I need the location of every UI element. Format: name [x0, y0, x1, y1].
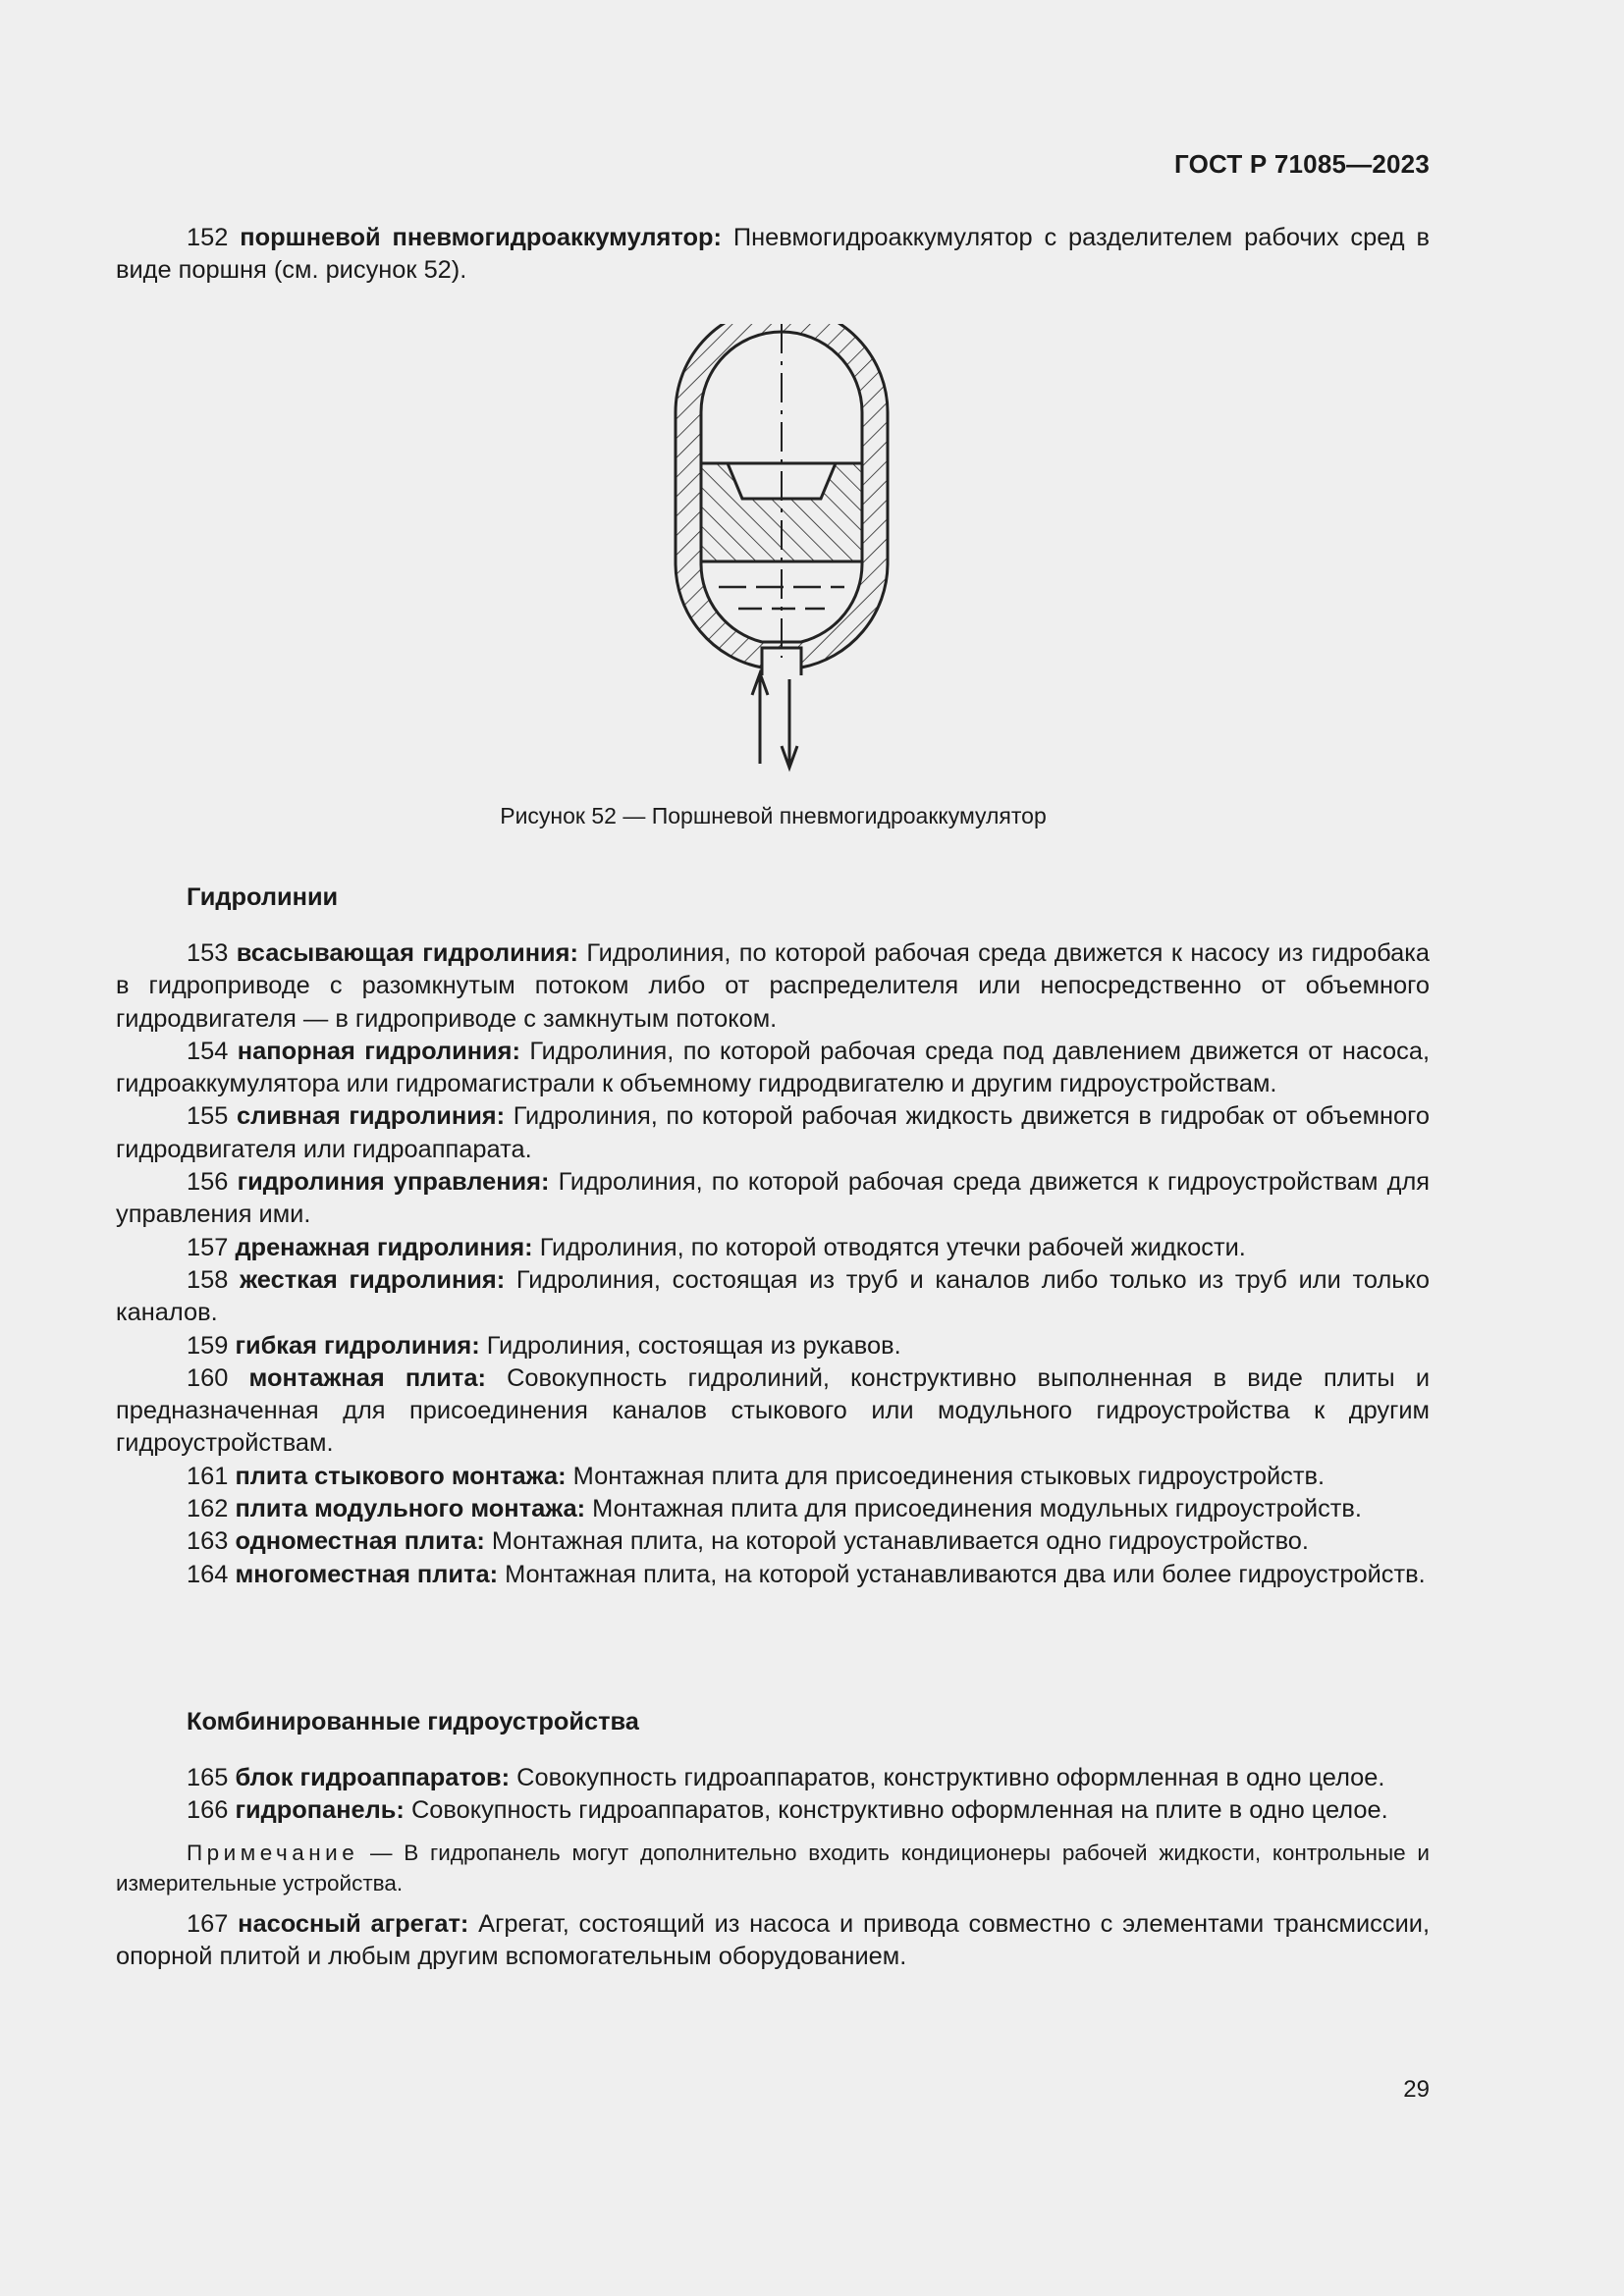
entry-definition: Агрегат, состоящий из насоса и привода совместно с элементами трансмиссии, опорной плитой и любым другим вспомогательным оборудованием.: [116, 1909, 1430, 1970]
term-entry-160: [116, 1362, 1430, 1461]
term-entry-164: [116, 1559, 1430, 1591]
figure-piston-accumulator: [674, 324, 890, 780]
entry-number: 165: [187, 1764, 229, 1791]
entry-term: плита модульного монтажа:: [235, 1495, 586, 1523]
entry-definition: Монтажная плита для присоединения модульных гидроустройств.: [592, 1495, 1362, 1523]
term-entry-167: [116, 1908, 1430, 1974]
note-block: [116, 1838, 1430, 1898]
entry-term: одноместная плита:: [235, 1527, 485, 1556]
section-entries: [116, 1908, 1430, 1974]
entry-number: 162: [187, 1495, 229, 1523]
section-hydrolines: [116, 883, 1430, 1591]
section-combined-devices: [116, 1708, 1430, 1973]
entry-term: плита стыкового монтажа:: [235, 1462, 567, 1490]
entry-term: поршневой пневмогидроаккумулятор:: [240, 224, 722, 251]
entry-definition: Гидролиния, состоящая из труб и каналов либо только из труб или только каналов.: [116, 1265, 1430, 1327]
entry-number: 163: [187, 1527, 229, 1556]
entry-definition: Гидролиния, по которой рабочая среда движется к гидроустройствам для управления ими.: [116, 1168, 1431, 1229]
term-entry-154: [116, 1036, 1430, 1101]
term-entry-163: [116, 1525, 1430, 1558]
entry-definition: Гидролиния, по которой рабочая жидкость движется в гидробак от объемного гидродвигателя или гидроаппарата.: [116, 1102, 1430, 1163]
entry-definition: Монтажная плита для присоединения стыковых гидроустройств.: [572, 1462, 1326, 1490]
piston-accumulator-diagram: [674, 324, 890, 775]
entry-definition: Совокупность гидроаппаратов, конструктивно оформленная в одно целое.: [516, 1764, 1385, 1791]
document-header: ГОСТ Р 71085—2023: [1174, 149, 1430, 179]
section-entries: [116, 1762, 1430, 1828]
entry-term: насосный агрегат:: [238, 1909, 469, 1938]
entry-number: 158: [187, 1265, 229, 1294]
entry-term: гидропанель:: [235, 1796, 405, 1825]
entry-number: 167: [187, 1909, 229, 1938]
term-entry-157: [116, 1232, 1430, 1264]
entry-number: 164: [187, 1560, 229, 1588]
page-number: 29: [1403, 2076, 1430, 2103]
section-entries: [116, 937, 1430, 1591]
term-entry-159: [116, 1330, 1430, 1362]
entry-term: всасывающая гидролиния:: [236, 939, 578, 967]
entry-definition: Пневмогидроаккумулятор с разделителем рабочих сред в виде поршня (см. рисунок 52).: [116, 224, 1430, 285]
section-title: Комбинированные гидроустройства: [187, 1708, 639, 1735]
entry-definition: Гидролиния, по которой отводятся утечки рабочей жидкости.: [539, 1233, 1246, 1261]
entry-term: блок гидроаппаратов:: [235, 1764, 511, 1791]
entry-term: гибкая гидролиния:: [235, 1331, 480, 1360]
entry-number: 166: [187, 1796, 229, 1825]
entry-number: 159: [187, 1331, 229, 1360]
entry-number: 161: [187, 1462, 229, 1490]
entry-term: дренажная гидролиния:: [235, 1233, 533, 1261]
entry-number: 157: [187, 1233, 229, 1261]
entry-definition: Монтажная плита, на которой устанавливается одно гидроустройство.: [491, 1527, 1309, 1556]
entry-term: жесткая гидролиния:: [240, 1265, 506, 1294]
entry-definition: Совокупность гидроаппаратов, конструктивно оформленная на плите в одно целое.: [410, 1796, 1388, 1825]
entry-number: 156: [187, 1168, 229, 1197]
intro-block: [116, 222, 1430, 288]
term-entry-158: [116, 1264, 1430, 1330]
term-entry-161: [116, 1461, 1430, 1493]
entry-number: 160: [187, 1363, 229, 1392]
term-entry-165: [116, 1762, 1430, 1794]
term-entry-153: [116, 937, 1430, 1036]
term-entry-156: [116, 1166, 1430, 1232]
entry-definition: Гидролиния, состоящая из рукавов.: [486, 1331, 901, 1360]
term-entry-155: [116, 1100, 1430, 1166]
entry-definition: Гидролиния, по которой рабочая среда под давлением движется от насоса, гидроаккумулятора или гидромагистрали к объемному гидродвигателю и другим гидроустройствам.: [116, 1037, 1430, 1098]
entry-definition: Гидролиния, по которой рабочая среда движется к насосу из гидробака в гидроприводе с разомкнутым потоком либо от распределителя или непосредственно от объемного гидродвигателя — в гидроприводе с замкнутым потоком.: [116, 939, 1431, 1033]
entry-definition: Совокупность гидролиний, конструктивно выполненная в виде плиты и предназначенная для присоединения каналов стыкового или модульного гидроустройства к другим гидроустройствам.: [116, 1363, 1430, 1458]
entry-number: 153: [187, 939, 229, 967]
entry-number: 152: [187, 224, 229, 251]
entry-term: монтажная плита:: [248, 1363, 486, 1392]
note-label: Примечание: [187, 1840, 359, 1865]
figure-caption: Рисунок 52 — Поршневой пневмогидроаккумулятор: [500, 803, 1047, 828]
entry-definition: Монтажная плита, на которой устанавливаются два или более гидроустройств.: [505, 1560, 1426, 1588]
note-text: — В гидропанель могут дополнительно входить кондиционеры рабочей жидкости, контрольные и измерительные устройства.: [116, 1840, 1430, 1896]
entry-term: гидролиния управления:: [237, 1168, 550, 1197]
term-entry-162: [116, 1493, 1430, 1525]
section-title: Гидролинии: [187, 883, 339, 911]
entry-number: 154: [187, 1037, 229, 1065]
entry-term: напорная гидролиния:: [237, 1037, 520, 1065]
entry-term: сливная гидролиния:: [237, 1102, 506, 1131]
entry-term: многоместная плита:: [235, 1560, 499, 1588]
term-entry-152: [116, 222, 1430, 288]
term-entry-166: [116, 1794, 1430, 1827]
entry-number: 155: [187, 1102, 229, 1131]
